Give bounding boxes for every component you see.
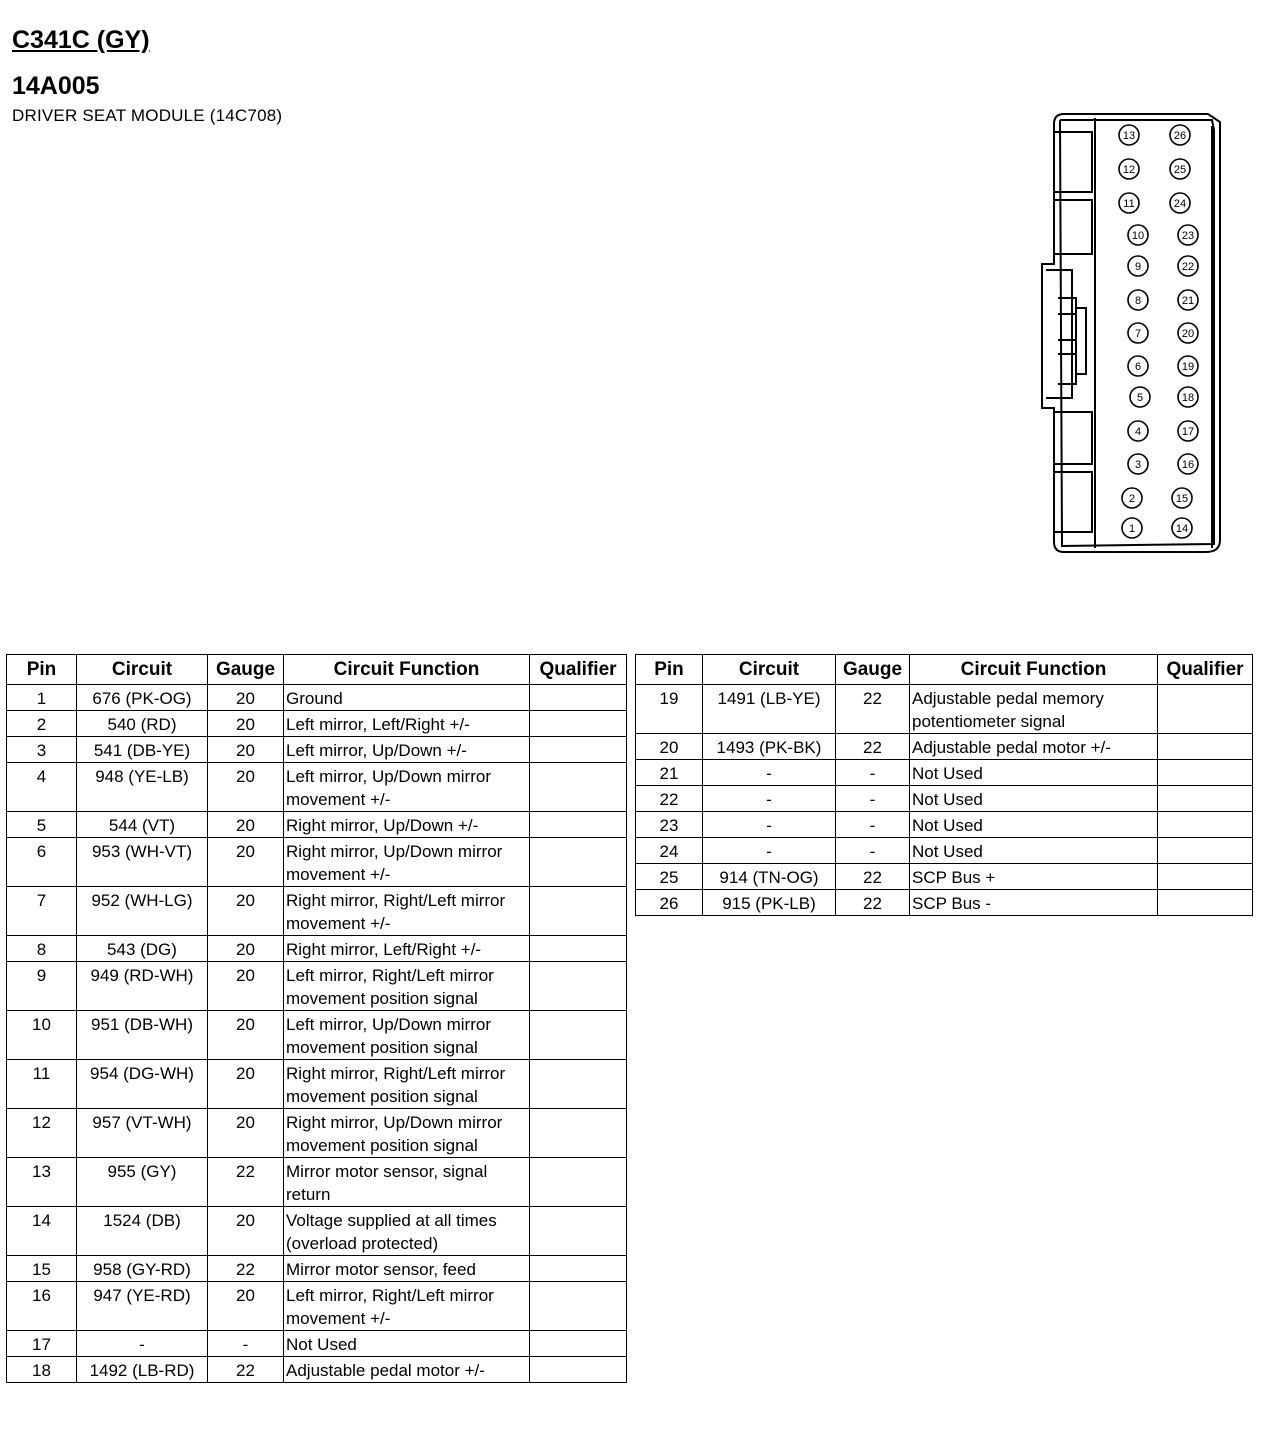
gauge-cell: 20	[208, 962, 284, 1011]
gauge-column-header: Gauge	[208, 655, 284, 685]
pin-number-label: 18	[1181, 392, 1195, 404]
pin-number-label: 17	[1181, 426, 1195, 438]
table-row	[7, 1158, 627, 1207]
table-row	[7, 962, 627, 1011]
table-row	[7, 1256, 627, 1282]
table-row	[7, 685, 627, 711]
circuit-cell: 1524 (DB)	[77, 1207, 208, 1256]
function-cell: Adjustable pedal motor +/-	[910, 734, 1158, 760]
pin-number-label: 21	[1181, 295, 1195, 307]
pin-cell: 2	[7, 711, 77, 737]
qualifier-cell	[1158, 786, 1253, 812]
table-row	[7, 763, 627, 812]
pin-cell: 26	[636, 890, 703, 916]
pin-number-label: 5	[1136, 392, 1144, 404]
circuit-cell: 951 (DB-WH)	[77, 1011, 208, 1060]
pin-number-label: 14	[1175, 523, 1189, 535]
pin-cell: 21	[636, 760, 703, 786]
qualifier-cell	[1158, 864, 1253, 890]
gauge-cell: 20	[208, 763, 284, 812]
circuit-cell: 952 (WH-LG)	[77, 887, 208, 936]
qualifier-cell	[530, 812, 627, 838]
table-row	[636, 890, 1253, 916]
gauge-cell: 20	[208, 1011, 284, 1060]
table-row	[636, 734, 1253, 760]
table-row	[7, 1357, 627, 1383]
pin-column-header: Pin	[7, 655, 77, 685]
gauge-cell: -	[836, 812, 910, 838]
function-cell: Not Used	[910, 760, 1158, 786]
function-cell: Voltage supplied at all times (overload protected)	[284, 1207, 530, 1256]
qualifier-cell	[530, 1109, 627, 1158]
circuit-cell: -	[77, 1331, 208, 1357]
table-row	[7, 936, 627, 962]
function-cell: Left mirror, Right/Left mirror movement +/-	[284, 1282, 530, 1331]
function-cell: Mirror motor sensor, signal return	[284, 1158, 530, 1207]
gauge-column-header: Gauge	[836, 655, 910, 685]
pin-number-label: 15	[1175, 493, 1189, 505]
pin-number-label: 24	[1173, 198, 1187, 210]
gauge-cell: 20	[208, 936, 284, 962]
circuit-cell: 954 (DG-WH)	[77, 1060, 208, 1109]
pinout-table-right	[635, 654, 1253, 916]
pin-number-label: 4	[1134, 426, 1142, 438]
pin-number-label: 3	[1134, 459, 1142, 471]
function-cell: Ground	[284, 685, 530, 711]
pin-number-label: 1	[1128, 523, 1136, 535]
gauge-cell: 20	[208, 1060, 284, 1109]
gauge-cell: 22	[836, 734, 910, 760]
function-cell: Adjustable pedal motor +/-	[284, 1357, 530, 1383]
circuit-cell: 544 (VT)	[77, 812, 208, 838]
pin-cell: 23	[636, 812, 703, 838]
circuit-cell: -	[703, 786, 836, 812]
table-row	[7, 1282, 627, 1331]
pin-number-label: 10	[1131, 230, 1145, 242]
table-row	[7, 1011, 627, 1060]
qualifier-cell	[530, 1256, 627, 1282]
circuit-cell: 1491 (LB-YE)	[703, 685, 836, 734]
pin-cell: 20	[636, 734, 703, 760]
qualifier-cell	[530, 685, 627, 711]
qualifier-column-header: Qualifier	[530, 655, 627, 685]
pin-number-label: 9	[1134, 261, 1142, 273]
pin-cell: 22	[636, 786, 703, 812]
circuit-cell: 957 (VT-WH)	[77, 1109, 208, 1158]
qualifier-cell	[530, 1331, 627, 1357]
pin-number-label: 22	[1181, 261, 1195, 273]
function-cell: Not Used	[910, 786, 1158, 812]
table-header-row	[636, 655, 1253, 685]
circuit-column-header: Circuit	[703, 655, 836, 685]
circuit-cell: 958 (GY-RD)	[77, 1256, 208, 1282]
gauge-cell: 22	[208, 1256, 284, 1282]
circuit-cell: 1492 (LB-RD)	[77, 1357, 208, 1383]
table-row	[636, 838, 1253, 864]
circuit-cell: 676 (PK-OG)	[77, 685, 208, 711]
pin-cell: 7	[7, 887, 77, 936]
qualifier-column-header: Qualifier	[1158, 655, 1253, 685]
circuit-cell: 914 (TN-OG)	[703, 864, 836, 890]
table-row	[7, 812, 627, 838]
circuit-cell: 953 (WH-VT)	[77, 838, 208, 887]
table-row	[636, 864, 1253, 890]
function-column-header: Circuit Function	[910, 655, 1158, 685]
qualifier-cell	[530, 1357, 627, 1383]
table-row	[636, 812, 1253, 838]
table-row	[636, 760, 1253, 786]
function-cell: Right mirror, Right/Left mirror movement +/-	[284, 887, 530, 936]
pin-cell: 11	[7, 1060, 77, 1109]
pin-cell: 25	[636, 864, 703, 890]
table-row	[7, 1331, 627, 1357]
function-cell: Left mirror, Up/Down +/-	[284, 737, 530, 763]
gauge-cell: 22	[836, 685, 910, 734]
table-row	[636, 685, 1253, 734]
table-row	[7, 737, 627, 763]
gauge-cell: 22	[208, 1357, 284, 1383]
function-cell: Left mirror, Up/Down mirror movement position signal	[284, 1011, 530, 1060]
function-cell: SCP Bus -	[910, 890, 1158, 916]
qualifier-cell	[530, 1011, 627, 1060]
module-description: DRIVER SEAT MODULE (14C708)	[12, 106, 283, 125]
qualifier-cell	[530, 887, 627, 936]
pin-cell: 4	[7, 763, 77, 812]
circuit-cell: 540 (RD)	[77, 711, 208, 737]
gauge-cell: 20	[208, 711, 284, 737]
function-cell: Mirror motor sensor, feed	[284, 1256, 530, 1282]
qualifier-cell	[530, 763, 627, 812]
circuit-cell: -	[703, 760, 836, 786]
function-cell: Right mirror, Right/Left mirror movement position signal	[284, 1060, 530, 1109]
pin-number-label: 7	[1134, 328, 1142, 340]
gauge-cell: 20	[208, 887, 284, 936]
pin-cell: 13	[7, 1158, 77, 1207]
qualifier-cell	[1158, 812, 1253, 838]
connector-pins	[1119, 125, 1198, 538]
gauge-cell: 20	[208, 1109, 284, 1158]
qualifier-cell	[1158, 685, 1253, 734]
table-header-row	[7, 655, 627, 685]
function-column-header: Circuit Function	[284, 655, 530, 685]
pin-cell: 5	[7, 812, 77, 838]
pin-number-label: 19	[1181, 361, 1195, 373]
function-cell: Right mirror, Left/Right +/-	[284, 936, 530, 962]
qualifier-cell	[530, 737, 627, 763]
pin-number-label: 25	[1173, 164, 1187, 176]
pin-cell: 14	[7, 1207, 77, 1256]
pin-cell: 18	[7, 1357, 77, 1383]
qualifier-cell	[530, 936, 627, 962]
pin-cell: 17	[7, 1331, 77, 1357]
qualifier-cell	[530, 962, 627, 1011]
function-cell: Not Used	[284, 1331, 530, 1357]
pinout-table-left	[6, 654, 627, 1383]
function-cell: Right mirror, Up/Down mirror movement position signal	[284, 1109, 530, 1158]
function-cell: Not Used	[910, 838, 1158, 864]
gauge-cell: 22	[836, 864, 910, 890]
pin-number-label: 2	[1128, 493, 1136, 505]
pin-cell: 6	[7, 838, 77, 887]
function-cell: SCP Bus +	[910, 864, 1158, 890]
pin-cell: 24	[636, 838, 703, 864]
gauge-cell: 20	[208, 1207, 284, 1256]
table-row	[7, 1060, 627, 1109]
pin-number-label: 20	[1181, 328, 1195, 340]
pin-number-label: 26	[1173, 130, 1187, 142]
pin-cell: 1	[7, 685, 77, 711]
gauge-cell: 22	[836, 890, 910, 916]
qualifier-cell	[1158, 890, 1253, 916]
function-cell: Left mirror, Left/Right +/-	[284, 711, 530, 737]
pin-cell: 9	[7, 962, 77, 1011]
gauge-cell: 22	[208, 1158, 284, 1207]
pin-cell: 8	[7, 936, 77, 962]
function-cell: Right mirror, Up/Down +/-	[284, 812, 530, 838]
pin-number-label: 23	[1181, 230, 1195, 242]
pin-cell: 15	[7, 1256, 77, 1282]
circuit-cell: -	[703, 812, 836, 838]
gauge-cell: -	[836, 786, 910, 812]
part-number: 14A005	[12, 72, 100, 100]
table-row	[7, 838, 627, 887]
qualifier-cell	[530, 1282, 627, 1331]
gauge-cell: 20	[208, 1282, 284, 1331]
qualifier-cell	[530, 838, 627, 887]
gauge-cell: -	[208, 1331, 284, 1357]
circuit-cell: 915 (PK-LB)	[703, 890, 836, 916]
circuit-cell: 541 (DB-YE)	[77, 737, 208, 763]
table-row	[7, 711, 627, 737]
qualifier-cell	[1158, 760, 1253, 786]
pin-number-label: 11	[1123, 198, 1135, 210]
circuit-column-header: Circuit	[77, 655, 208, 685]
table-row	[7, 887, 627, 936]
circuit-cell: 949 (RD-WH)	[77, 962, 208, 1011]
circuit-cell: 1493 (PK-BK)	[703, 734, 836, 760]
gauge-cell: -	[836, 760, 910, 786]
circuit-cell: 947 (YE-RD)	[77, 1282, 208, 1331]
circuit-cell: 955 (GY)	[77, 1158, 208, 1207]
qualifier-cell	[530, 1158, 627, 1207]
pin-number-label: 6	[1134, 361, 1142, 373]
gauge-cell: 20	[208, 838, 284, 887]
table-row	[7, 1109, 627, 1158]
qualifier-cell	[530, 1060, 627, 1109]
pin-column-header: Pin	[636, 655, 703, 685]
qualifier-cell	[530, 1207, 627, 1256]
pin-cell: 10	[7, 1011, 77, 1060]
pin-cell: 12	[7, 1109, 77, 1158]
table-row	[636, 786, 1253, 812]
pin-number-label: 16	[1181, 459, 1195, 471]
gauge-cell: 20	[208, 812, 284, 838]
function-cell: Left mirror, Right/Left mirror movement position signal	[284, 962, 530, 1011]
pin-number-label: 13	[1122, 130, 1136, 142]
pin-cell: 19	[636, 685, 703, 734]
circuit-cell: 948 (YE-LB)	[77, 763, 208, 812]
qualifier-cell	[1158, 734, 1253, 760]
function-cell: Not Used	[910, 812, 1158, 838]
circuit-cell: -	[703, 838, 836, 864]
qualifier-cell	[530, 711, 627, 737]
pin-cell: 16	[7, 1282, 77, 1331]
function-cell: Left mirror, Up/Down mirror movement +/-	[284, 763, 530, 812]
circuit-cell: 543 (DG)	[77, 936, 208, 962]
qualifier-cell	[1158, 838, 1253, 864]
gauge-cell: 20	[208, 737, 284, 763]
pin-number-label: 8	[1134, 295, 1142, 307]
table-row	[7, 1207, 627, 1256]
connector-face-diagram	[1036, 108, 1232, 556]
gauge-cell: -	[836, 838, 910, 864]
pin-number-label: 12	[1122, 164, 1136, 176]
pin-cell: 3	[7, 737, 77, 763]
function-cell: Adjustable pedal memory potentiometer signal	[910, 685, 1158, 734]
function-cell: Right mirror, Up/Down mirror movement +/-	[284, 838, 530, 887]
gauge-cell: 20	[208, 685, 284, 711]
connector-title: C341C (GY)	[12, 26, 150, 54]
